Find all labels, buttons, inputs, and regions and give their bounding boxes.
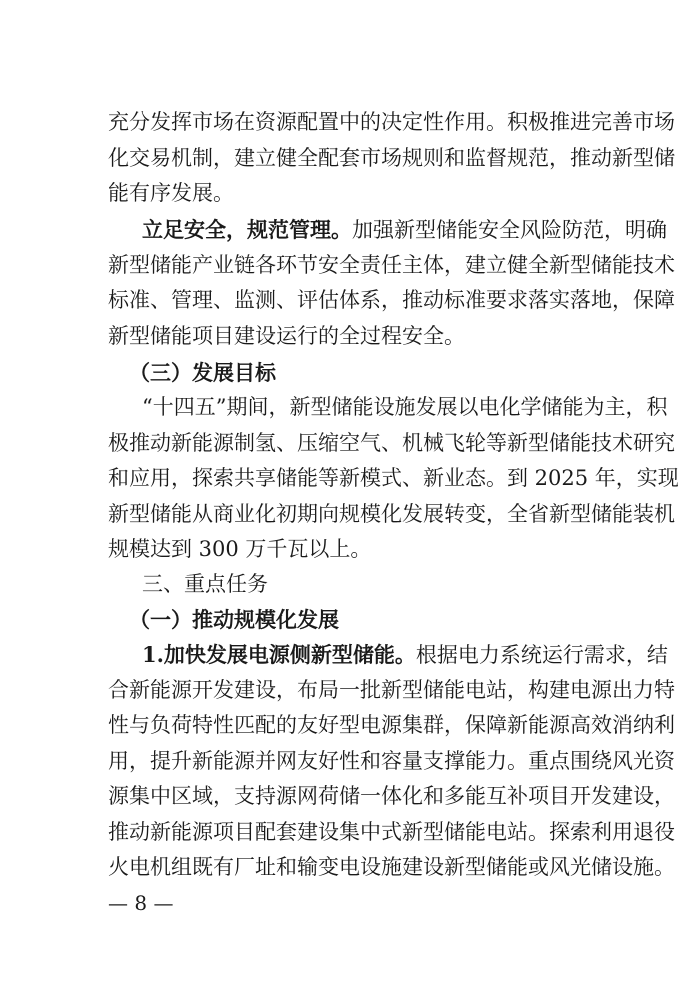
text-line: 充分发挥市场在资源配置中的决定性作用。积极推进完善市场 <box>108 110 675 134</box>
text-line: 源集中区域，支持源网荷储一体化和多能互补项目开发建设， <box>108 784 675 808</box>
section-heading-goals: （三）发展目标 <box>129 360 276 385</box>
text-line: 新型储能项目建设运行的全过程安全。 <box>108 323 465 348</box>
text-line: 标准、管理、监测、评估体系，推动标准要求落实落地，保障 <box>108 288 675 312</box>
subsection-heading-scale: （一）推动规模化发展 <box>129 607 339 632</box>
text-line: 和应用，探索共享储能等新模式、新业态。到 2025 年，实现 <box>108 466 679 490</box>
text-run: 加强新型储能安全风险防范，明确 <box>352 218 667 242</box>
text-line: 规模达到 300 万千瓦以上。 <box>108 537 372 561</box>
text-line: “十四五”期间，新型储能设施发展以电化学储能为主，积 <box>142 395 668 419</box>
bold-lead: 1.加快发展电源侧新型储能。 <box>142 642 416 667</box>
text-line: 能有序发展。 <box>108 181 234 205</box>
text-line: 性与负荷特性匹配的友好型电源集群，保障新能源高效消纳利 <box>108 713 675 737</box>
text-run: 根据电力系统运行需求，结 <box>415 643 668 667</box>
text-line: 极推动新能源制氢、压缩空气、机械飞轮等新型储能技术研究 <box>108 430 675 455</box>
text-line <box>108 212 667 248</box>
text-line <box>108 637 668 673</box>
text-line: 火电机组既有厂址和输变电设施建设新型储能或风光储设施。 <box>108 855 675 879</box>
paragraph-power-side-storage <box>108 637 675 886</box>
paragraph-market <box>108 105 675 212</box>
section-heading-tasks: 三、重点任务 <box>142 572 268 596</box>
paragraph-goals <box>108 390 679 568</box>
text-line: 化交易机制，建立健全配套市场规则和监督规范，推动新型储 <box>108 145 675 170</box>
bold-lead: 立足安全，规范管理。 <box>142 217 352 242</box>
text-line: 新型储能从商业化初期向规模化发展转变，全省新型储能装机 <box>108 501 675 526</box>
text-line: 推动新能源项目配套建设集中式新型储能电站。探索利用退役 <box>108 819 675 844</box>
text-line: 合新能源开发建设，布局一批新型储能电站，构建电源出力特 <box>108 677 675 702</box>
paragraph-safety <box>108 212 675 354</box>
text-line: 用，提升新能源并网友好性和容量支撑能力。重点围绕风光资 <box>108 748 675 773</box>
text-line: 新型储能产业链各环节安全责任主体，建立健全新型储能技术 <box>108 252 675 277</box>
page-number: — 8 — <box>108 891 174 915</box>
